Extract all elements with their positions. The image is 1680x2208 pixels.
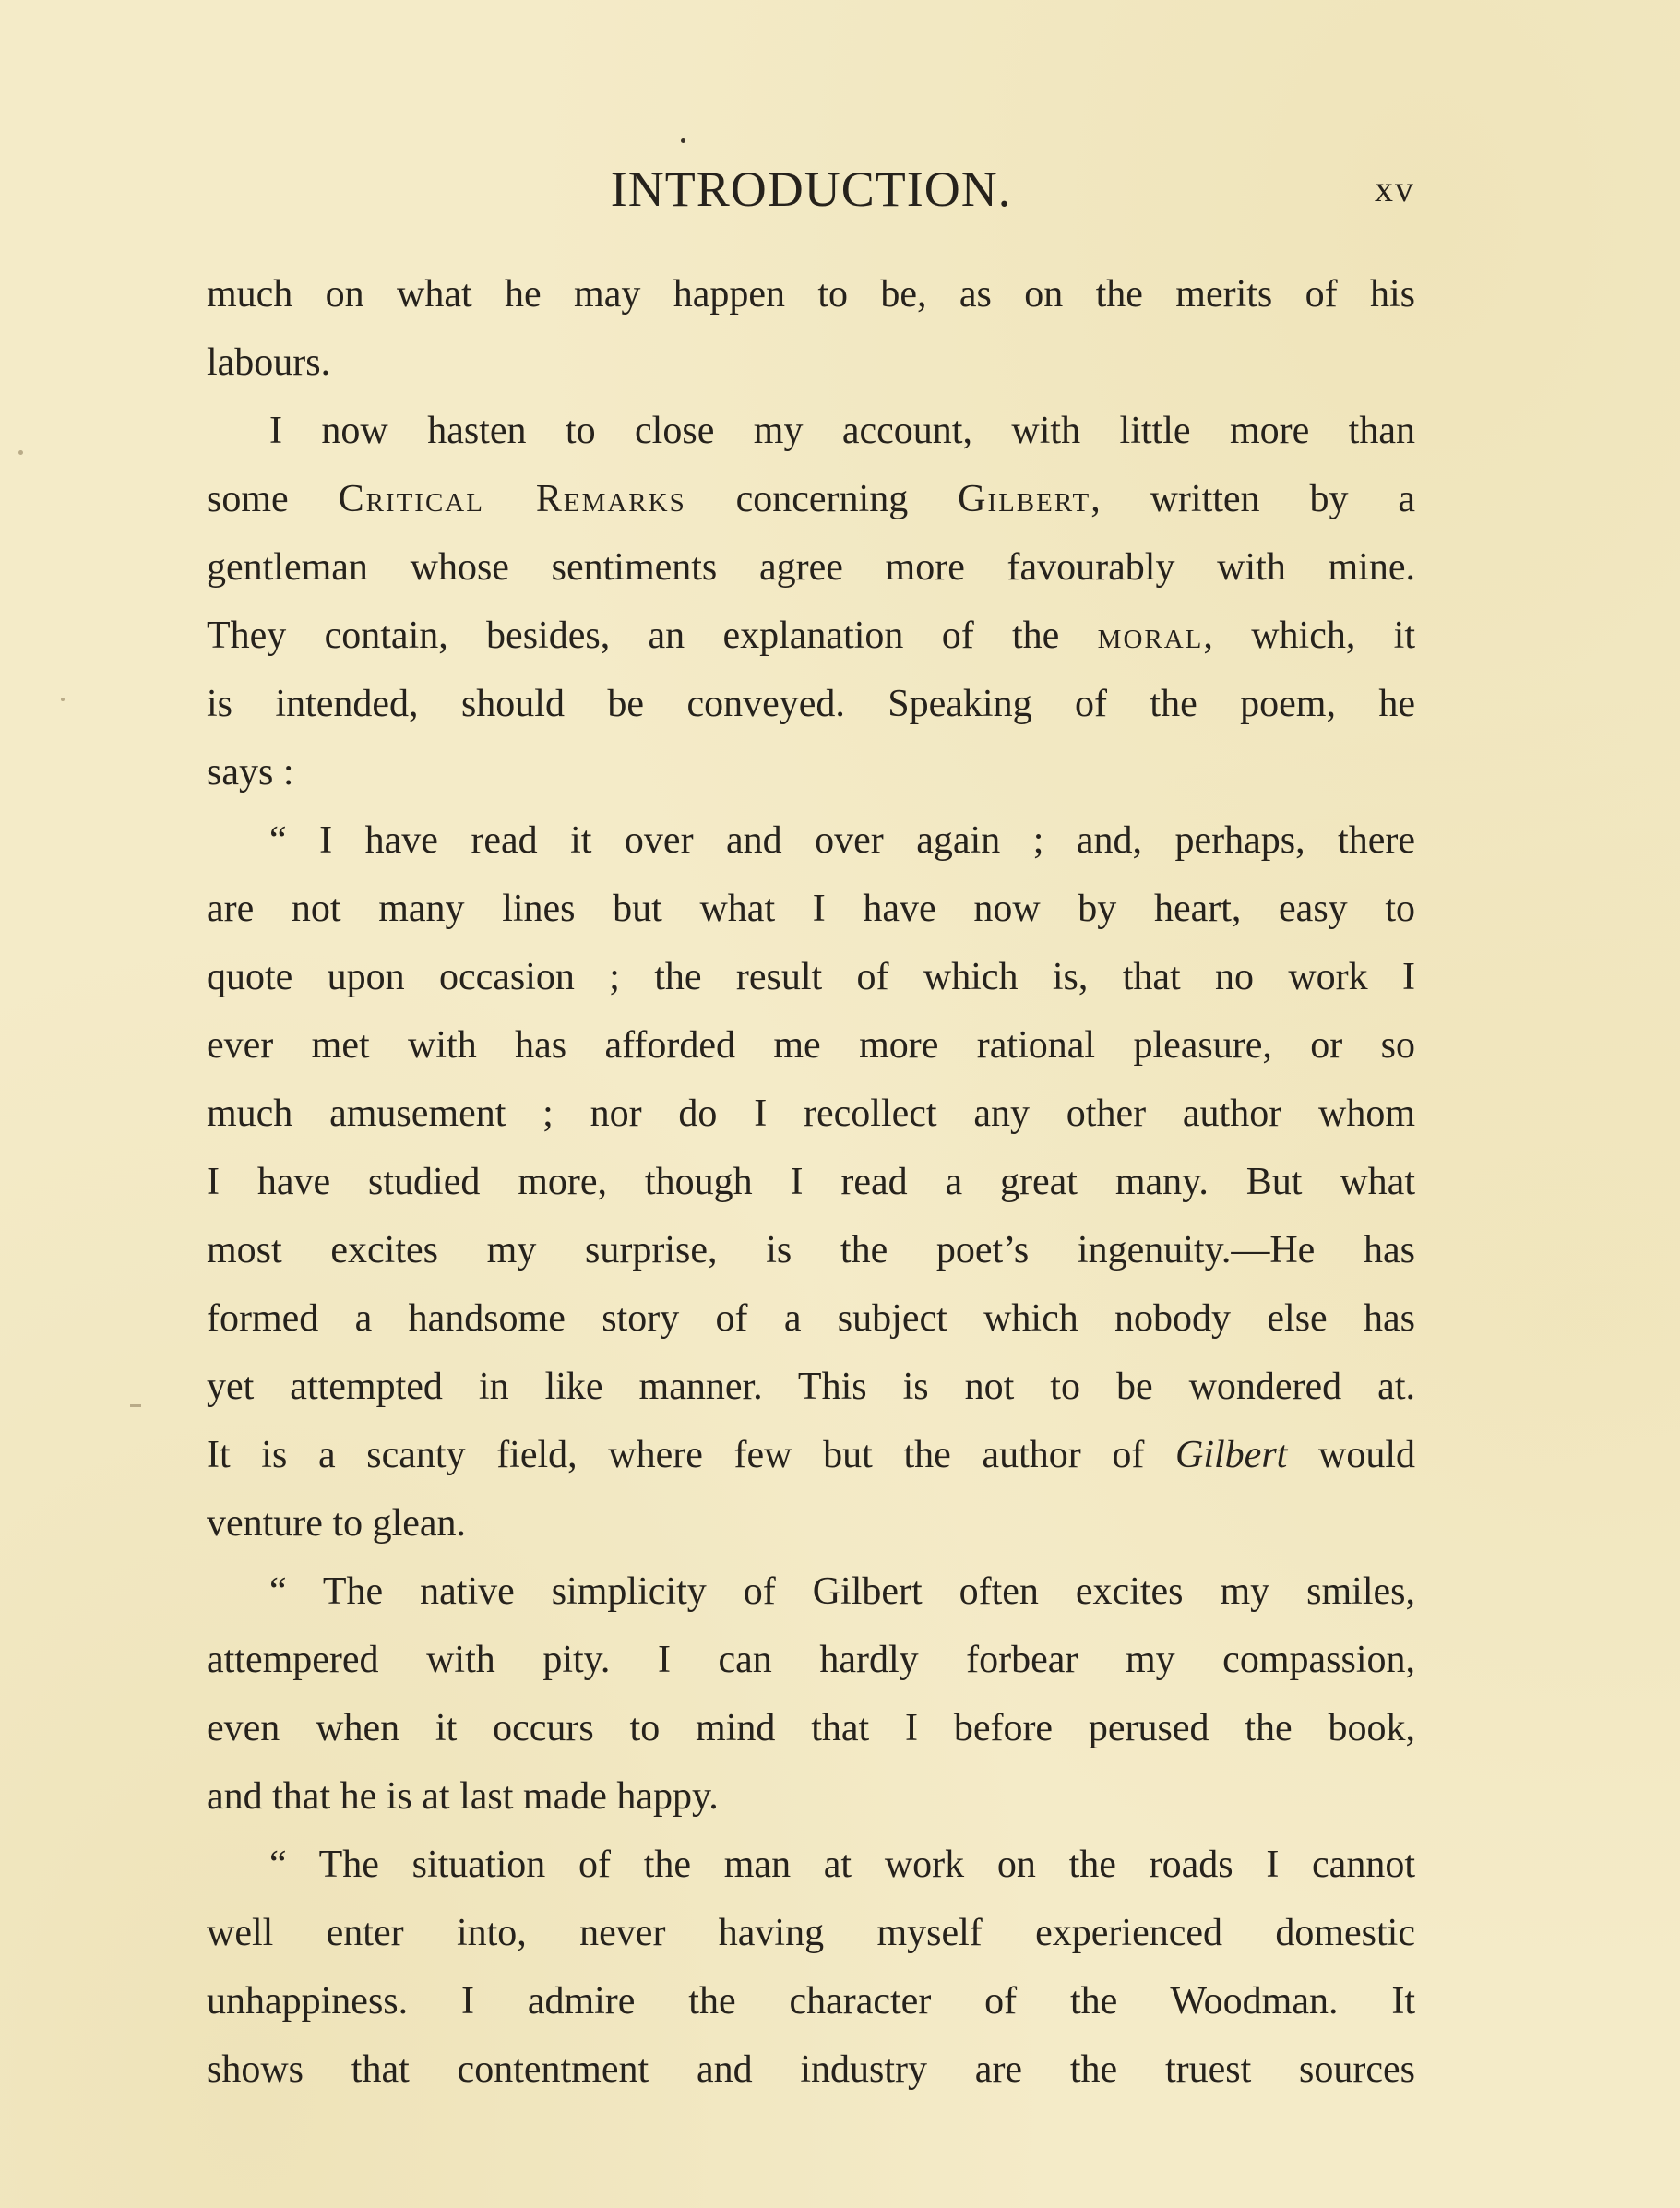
line-text: concerning (685, 478, 959, 520)
text-line (207, 1216, 1415, 1284)
line-text: most excites my surprise, is the poet’s ingenuity.—He has (207, 1229, 1415, 1271)
line-text: It is a scanty field, where few but the author of (207, 1434, 1176, 1476)
line-text: ever met with has afforded me more rational pleasure, or so (207, 1024, 1415, 1067)
text-line (207, 2035, 1415, 2104)
text-line (207, 1148, 1415, 1216)
text-line (207, 1626, 1415, 1694)
line-text: “ The situation of the man at work on the roads I cannot (269, 1844, 1415, 1886)
line-text: I now hasten to close my account, with little more than (269, 410, 1415, 452)
line-text: some (207, 478, 339, 520)
line-text: attempered with pity. I can hardly forbear my compassion, (207, 1639, 1415, 1681)
text-line (207, 1353, 1415, 1421)
small-caps-text: Gilbert (958, 478, 1091, 520)
paragraph-first-line (207, 1831, 1415, 1899)
body-text (207, 260, 1415, 2104)
text-line (207, 260, 1415, 328)
line-text: much on what he may happen to be, as on the merits of his (207, 273, 1415, 316)
text-line (207, 1284, 1415, 1353)
italic-text: Gilbert (1175, 1434, 1288, 1476)
running-head (207, 157, 1415, 221)
line-text: yet attempted in like manner. This is not to be wondered at. (207, 1366, 1415, 1408)
line-text: would (1287, 1434, 1415, 1476)
small-caps-text: Critical Remarks (338, 478, 686, 520)
line-text: , written by a (1090, 478, 1415, 520)
line-text: gentleman whose sentiments agree more favourably with mine. (207, 546, 1415, 589)
line-text: They contain, besides, an explanation of the (207, 615, 1098, 657)
text-line (207, 1489, 1415, 1558)
line-text: says : (207, 751, 294, 794)
text-line (207, 670, 1415, 738)
running-title: INTRODUCTION. (610, 161, 1012, 217)
line-text: “ The native simplicity of Gilbert often excites my smiles, (269, 1570, 1415, 1613)
line-text: well enter into, never having myself experienced domestic (207, 1912, 1415, 1954)
text-line (207, 738, 1415, 806)
line-text: venture to glean. (207, 1502, 467, 1545)
text-line (207, 1967, 1415, 2035)
text-line (207, 602, 1415, 670)
text-line (207, 1762, 1415, 1831)
paragraph-first-line (207, 397, 1415, 465)
text-line (207, 1421, 1415, 1489)
page-number: xv (1375, 168, 1415, 209)
line-text: , which, it (1203, 615, 1416, 657)
margin-mark (18, 450, 23, 455)
line-text: “ I have read it over and over again ; and, perhaps, there (269, 819, 1415, 862)
line-text: formed a handsome story of a subject which nobody else has (207, 1297, 1415, 1340)
line-text: labours. (207, 341, 331, 384)
small-caps-text: moral (1097, 615, 1204, 657)
text-line (207, 1899, 1415, 1967)
text-line (207, 465, 1415, 533)
line-text: shows that contentment and industry are the truest sources (207, 2048, 1415, 2091)
line-text: I have studied more, though I read a great many. But what (207, 1161, 1415, 1203)
line-text: even when it occurs to mind that I before perused the book, (207, 1707, 1415, 1749)
line-text: unhappiness. I admire the character of the Woodman. It (207, 1980, 1415, 2023)
line-text: and that he is at last made happy. (207, 1775, 719, 1818)
line-text: is intended, should be conveyed. Speaking of the poem, he (207, 683, 1415, 725)
margin-mark (130, 1404, 141, 1407)
line-text: are not many lines but what I have now by heart, easy to (207, 888, 1415, 930)
line-text: much amusement ; nor do I recollect any other author whom (207, 1092, 1415, 1135)
paragraph-first-line (207, 806, 1415, 875)
paragraph-first-line (207, 1558, 1415, 1626)
text-line (207, 533, 1415, 602)
text-line (207, 1080, 1415, 1148)
text-line (207, 1011, 1415, 1080)
line-text: quote upon occasion ; the result of which is, that no work I (207, 956, 1415, 998)
margin-mark (61, 698, 65, 701)
margin-mark (681, 138, 685, 143)
text-line (207, 328, 1415, 397)
text-line (207, 943, 1415, 1011)
text-line (207, 875, 1415, 943)
text-line (207, 1694, 1415, 1762)
